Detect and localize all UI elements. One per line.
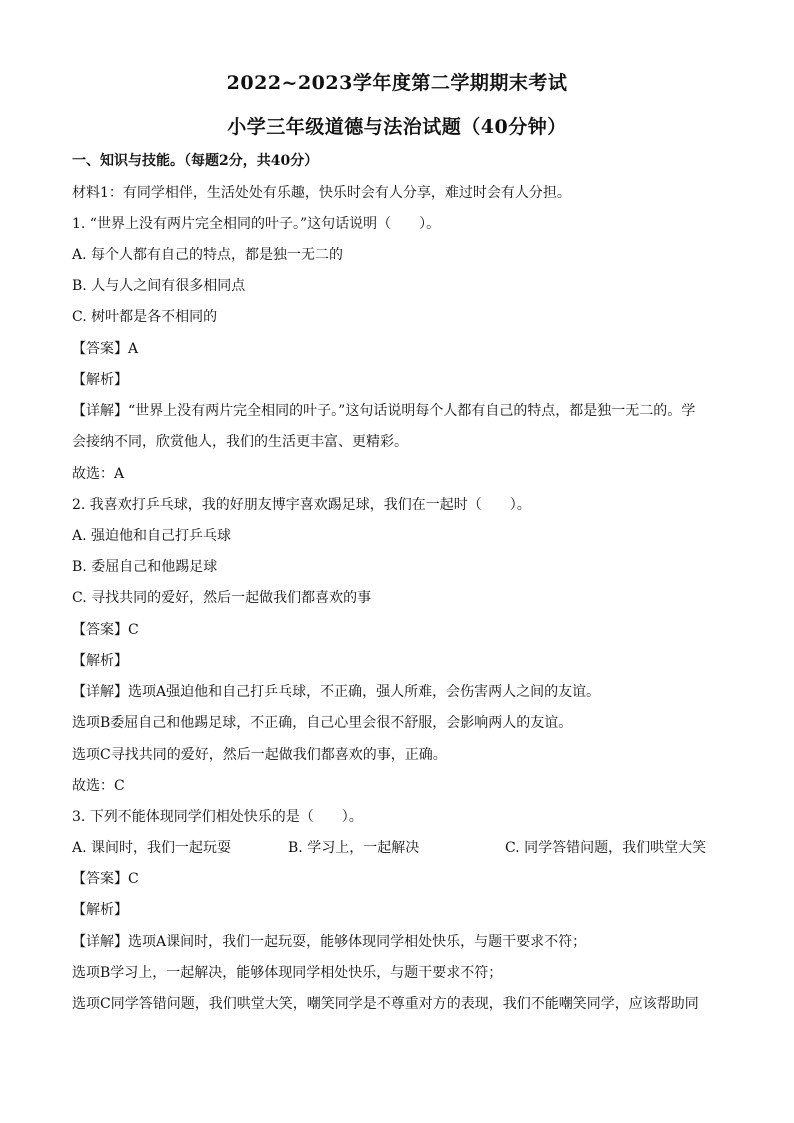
question-2-answer: 【答案】C xyxy=(72,622,139,638)
question-3-answer: 【答案】C xyxy=(72,871,139,887)
question-3-analysis-label: 【解析】 xyxy=(72,902,128,918)
question-2-choice: 故选：C xyxy=(72,778,125,794)
question-3-detail-line-2: 选项B学习上，一起解决，能够体现同学相处快乐，与题干要求不符； xyxy=(72,965,503,981)
page-title: 2022~2023学年度第二学期期末考试 xyxy=(226,72,568,94)
question-3-option-c: C. 同学答错问题，我们哄堂大笑 xyxy=(505,840,707,856)
question-2-option-a: A. 强迫他和自己打乒乓球 xyxy=(72,528,232,544)
question-1-answer: 【答案】A xyxy=(72,341,139,357)
question-1-choice: 故选：A xyxy=(72,466,125,482)
page-subtitle: 小学三年级道德与法治试题（40分钟） xyxy=(227,116,567,138)
question-1-analysis-label: 【解析】 xyxy=(72,372,128,388)
question-3-detail-line-3: 选项C同学答错问题，我们哄堂大笑，嘲笑同学是不尊重对方的表现，我们不能嘲笑同学，应该帮助同 xyxy=(72,996,699,1012)
question-2-detail-line-3: 选项C寻找共同的爱好，然后一起做我们都喜欢的事，正确。 xyxy=(72,747,447,763)
question-1-detail-line-2: 会接纳不同，欣赏他人，我们的生活更丰富、更精彩。 xyxy=(72,434,408,450)
question-1-detail-line-1: 【详解】“世界上没有两片完全相同的叶子。”这句话说明每个人都有自己的特点，都是独一无二的。学 xyxy=(72,403,696,419)
question-3-option-a: A. 课间时，我们一起玩耍 xyxy=(72,840,232,856)
question-2-option-c: C. 寻找共同的爱好，然后一起做我们都喜欢的事 xyxy=(72,590,372,606)
question-1-option-a: A. 每个人都有自己的特点，都是独一无二的 xyxy=(72,247,344,263)
question-2-stem: 2. 我喜欢打乒乓球，我的好朋友博宇喜欢踢足球，我们在一起时（ ）。 xyxy=(72,497,531,513)
question-1-option-b: B. 人与人之间有很多相同点 xyxy=(72,278,246,294)
question-3-option-b: B. 学习上，一起解决 xyxy=(288,840,420,856)
question-2-option-b: B. 委屈自己和他踢足球 xyxy=(72,559,218,575)
question-1-option-c: C. 树叶都是各不相同的 xyxy=(72,309,218,325)
section-heading: 一、知识与技能。（每题2分，共40分） xyxy=(72,153,319,169)
question-2-detail-line-2: 选项B委屈自己和他踢足球，不正确，自己心里会很不舒服，会影响两人的友谊。 xyxy=(72,715,573,731)
material-text: 材料1：有同学相伴，生活处处有乐趣，快乐时会有人分享，难过时会有人分担。 xyxy=(72,185,571,201)
question-3-stem: 3. 下列不能体现同学们相处快乐的是（ ）。 xyxy=(72,809,363,825)
question-3-detail-line-1: 【详解】选项A课间时，我们一起玩耍，能够体现同学相处快乐，与题干要求不符； xyxy=(72,934,587,950)
question-2-analysis-label: 【解析】 xyxy=(72,653,128,669)
question-2-detail-line-1: 【详解】选项A强迫他和自己打乒乓球，不正确，强人所难，会伤害两人之间的友谊。 xyxy=(72,684,601,700)
question-1-stem: 1. “世界上没有两片完全相同的叶子。”这句话说明（ ）。 xyxy=(72,216,441,232)
